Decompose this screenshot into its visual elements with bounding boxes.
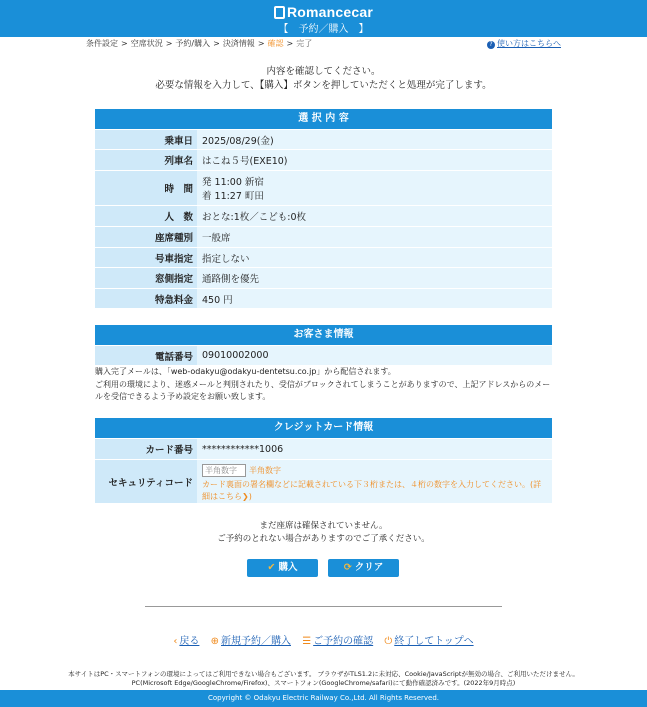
card-title: クレジットカード情報 [95,418,552,438]
clear-button[interactable] [328,559,399,577]
row-value: はこね５号(EXE10) [197,150,552,170]
notice-line: まだ座席は確保されていません。 [259,521,388,531]
detail-row-passengers [95,205,552,226]
new-reservation-label: 新規予約／購入 [221,636,291,647]
row-value: 450 円 [197,289,552,308]
row-value: 通路側を優先 [197,268,552,288]
detail-row-seat-type [95,226,552,247]
row-label: 電話番号 [95,346,197,365]
detail-row-train [95,149,552,170]
chevron-left-icon: ‹ [173,636,178,647]
row-value [197,460,552,503]
breadcrumb-step: 条件設定 [86,39,118,48]
romancecar-logo-icon [274,6,285,19]
breadcrumb-separator: > [286,39,294,48]
selection-details-box [95,109,552,308]
breadcrumb-separator: > [165,39,173,48]
romancecar-logo[interactable] [0,4,647,20]
selection-title: 選 択 内 容 [95,109,552,129]
page-subtitle: 【 予約／購入 】 [278,24,369,35]
copyright-bar: Copyright © Odakyu Electric Railway Co.,Ltd. All Rights Reserved. [0,690,647,707]
mail-note-line: ご利用の環境により、迷惑メールと判別されたり、受信がブロックされてしまうことがありますので、上記アドレスからのメー [95,379,551,389]
breadcrumb-step: 決済情報 [222,39,255,48]
security-note-text: カード裏面の署名欄などに記載されている下３桁または、４桁の数字を入力してください。(詳細はこちら [202,480,542,501]
list-icon: ☰ [302,636,312,647]
disclaimer [0,670,647,688]
detail-row-car [95,247,552,267]
card-number-value: ************1006 [197,439,552,459]
row-value: おとな:1枚／こども:0枚 [197,206,552,226]
new-reservation-link[interactable] [211,636,291,647]
divider [145,606,502,607]
detail-row-fare [95,288,552,308]
row-label: 座席種別 [95,227,197,247]
customer-title: お客さま情報 [95,325,552,345]
row-label: 号車指定 [95,248,197,267]
mail-note-line: ルを受信できるよう予め設定をお願い致します。 [95,392,271,401]
breadcrumb-step: 予約/購入 [175,39,211,48]
departure-time: 発 11:00 新宿 [202,177,264,188]
exit-to-top-link[interactable] [384,636,473,647]
credit-card-box [95,418,552,503]
detail-row-window [95,267,552,288]
row-label: 人 数 [95,206,197,226]
security-code-input[interactable]: 半角数字 [202,464,246,477]
breadcrumb-step: 空席状況 [130,39,163,48]
row-label: 特急料金 [95,289,197,308]
back-link-label: 戻る [179,636,200,647]
breadcrumb-step-current: 確認 [267,39,284,48]
row-value: 指定しない [197,248,552,267]
row-label: 時 間 [95,171,197,205]
disclaimer-line: 本サイトはPC・スマートフォンの環境によってはご利用できない場合もございます。 ブラウザがTLS1.2に未対応、Cookie/JavaScriptが無効の場合、ご利用いただけません。 [68,670,579,678]
detail-row-phone [95,345,552,365]
clear-button-label: クリア [354,562,384,573]
chevron-down-icon[interactable]: ❯ [242,492,249,501]
row-label: カード番号 [95,439,197,459]
notice-line: ご予約のとれない場合がありますのでご了承ください。 [217,533,430,544]
row-label: 乗車日 [95,130,197,149]
footer-links [0,632,647,647]
row-label: 列車名 [95,150,197,170]
purchase-button-label: 購入 [278,562,298,573]
mail-note [95,366,555,404]
exit-label: 終了してトップへ [394,636,474,647]
question-icon: ? [487,41,495,49]
breadcrumb [86,38,312,49]
row-value: 一般席 [197,227,552,247]
phone-value: 09010002000 [197,346,552,365]
confirm-reservation-link[interactable] [302,636,373,647]
purchase-button[interactable] [247,559,318,577]
logo-text: Romancecar [286,4,374,20]
breadcrumb-separator: > [121,39,128,48]
row-label: 窓側指定 [95,268,197,288]
refresh-icon: ⟳ [343,562,352,573]
back-link[interactable] [173,636,199,647]
intro-message [0,65,647,93]
detail-row-time [95,170,552,205]
arrival-time: 着 11:27 町田 [202,191,264,202]
confirm-reservation-label: ご予約の確認 [313,636,374,647]
disclaimer-line: PC(Microsoft Edge/GoogleChrome/Firefox)、スマートフォン(GoogleChrome/safari)にて動作確認済みです。(2022年9月時点) [131,679,516,687]
checkmark-icon: ✔ [267,562,276,573]
row-value: 2025/08/29(金) [197,130,552,149]
mail-note-line: 購入完了メールは、「web-odakyu@odakyu-dentetsu.co.jp」から配信されます。 [95,367,396,376]
intro-line: 内容を確認してください。 [266,66,381,77]
site-header [0,0,647,37]
help-link[interactable]: 使い方はこちらへ [497,39,561,48]
security-code-note: カード裏面の署名欄などに記載されている下３桁または、４桁の数字を入力してください。(詳細はこちら❯) [202,480,542,501]
breadcrumb-separator: > [213,39,220,48]
row-value [197,171,552,205]
row-label: セキュリティコード [95,460,197,503]
intro-line: 必要な情報を入力して、【購入】ボタンを押していただくと処理が完了します。 [155,80,492,91]
seat-not-secured-notice [0,520,647,545]
help-link-container [487,38,561,49]
detail-row-security-code [95,459,552,503]
detail-row-card-number [95,438,552,459]
customer-info-box [95,325,552,365]
breadcrumb-step: 完了 [296,39,313,48]
detail-row-date [95,129,552,149]
breadcrumb-separator: > [257,39,265,48]
circle-arrow-icon: ⊕ [210,636,219,647]
power-icon: ⏻ [384,636,393,647]
security-code-hint: 半角数字 [249,466,281,475]
